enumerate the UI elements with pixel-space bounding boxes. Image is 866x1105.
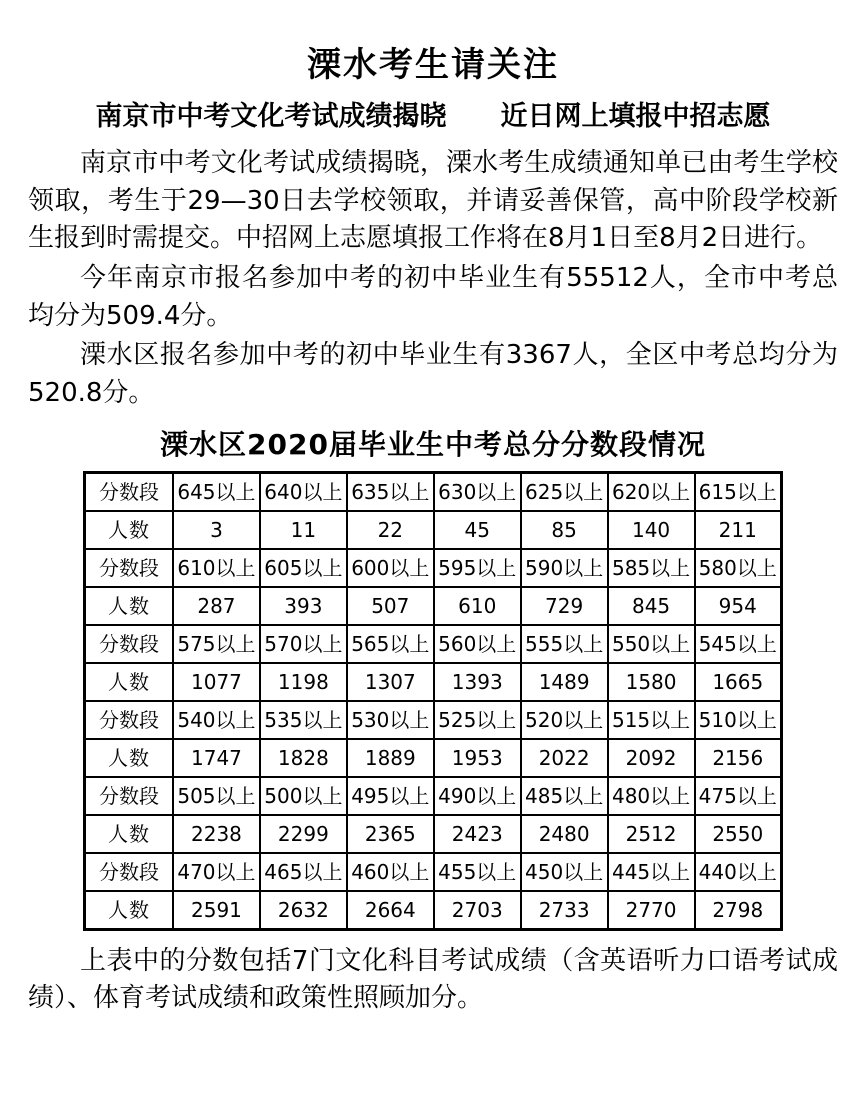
band-cell: 455以上 [434, 853, 521, 891]
band-cell: 560以上 [434, 625, 521, 663]
count-cell: 2550 [695, 815, 782, 853]
band-cell: 465以上 [260, 853, 347, 891]
count-cell: 2703 [434, 891, 521, 930]
row-label-count: 人数 [85, 587, 174, 625]
row-label-count: 人数 [85, 511, 174, 549]
band-cell: 510以上 [695, 701, 782, 739]
count-cell: 287 [173, 587, 260, 625]
count-cell: 2770 [608, 891, 695, 930]
body-paragraph-3: 溧水区报名参加中考的初中毕业生有3367人，全区中考总均分为520.8分。 [28, 340, 838, 409]
count-cell: 3 [173, 511, 260, 549]
table-row [85, 777, 782, 815]
count-cell: 610 [434, 587, 521, 625]
count-cell: 22 [347, 511, 434, 549]
body-paragraph-2: 今年南京市报名参加中考的初中毕业生有55512人，全市中考总均分为509.4分。 [28, 263, 838, 331]
band-cell: 570以上 [260, 625, 347, 663]
band-cell: 460以上 [347, 853, 434, 891]
count-cell: 845 [608, 587, 695, 625]
count-cell: 2664 [347, 891, 434, 930]
band-cell: 550以上 [608, 625, 695, 663]
band-cell: 610以上 [173, 549, 260, 587]
count-cell: 1393 [434, 663, 521, 701]
count-cell: 1307 [347, 663, 434, 701]
band-cell: 585以上 [608, 549, 695, 587]
count-cell: 2591 [173, 891, 260, 930]
band-cell: 600以上 [347, 549, 434, 587]
count-cell: 2156 [695, 739, 782, 777]
count-cell: 140 [608, 511, 695, 549]
count-cell: 1747 [173, 739, 260, 777]
row-label-count: 人数 [85, 891, 174, 930]
count-cell: 2092 [608, 739, 695, 777]
band-cell: 515以上 [608, 701, 695, 739]
band-cell: 635以上 [347, 472, 434, 511]
count-cell: 2022 [521, 739, 608, 777]
band-cell: 625以上 [521, 472, 608, 511]
count-cell: 2733 [521, 891, 608, 930]
table-row [85, 625, 782, 663]
count-cell: 1077 [173, 663, 260, 701]
row-label-band: 分数段 [85, 853, 174, 891]
count-cell: 393 [260, 587, 347, 625]
table-row [85, 891, 782, 930]
count-cell: 2798 [695, 891, 782, 930]
band-cell: 445以上 [608, 853, 695, 891]
band-cell: 450以上 [521, 853, 608, 891]
row-label-band: 分数段 [85, 472, 174, 511]
band-cell: 645以上 [173, 472, 260, 511]
count-cell: 1665 [695, 663, 782, 701]
score-distribution-table [83, 471, 783, 931]
band-cell: 545以上 [695, 625, 782, 663]
row-label-band: 分数段 [85, 701, 174, 739]
count-cell: 507 [347, 587, 434, 625]
band-cell: 490以上 [434, 777, 521, 815]
band-cell: 590以上 [521, 549, 608, 587]
band-cell: 475以上 [695, 777, 782, 815]
band-cell: 615以上 [695, 472, 782, 511]
count-cell: 2480 [521, 815, 608, 853]
count-cell: 2299 [260, 815, 347, 853]
band-cell: 535以上 [260, 701, 347, 739]
count-cell: 954 [695, 587, 782, 625]
count-cell: 85 [521, 511, 608, 549]
band-cell: 485以上 [521, 777, 608, 815]
count-cell: 1580 [608, 663, 695, 701]
band-cell: 575以上 [173, 625, 260, 663]
count-cell: 211 [695, 511, 782, 549]
body-paragraph-1: 南京市中考文化考试成绩揭晓，溧水考生成绩通知单已由考生学校领取，考生于29—30日去学校领取，并请妥善保管，高中阶段学校新生报到时需提交。中招网上志愿填报工作将在8月1日至8月2日进行。 [28, 147, 838, 254]
table-row [85, 853, 782, 891]
band-cell: 620以上 [608, 472, 695, 511]
row-label-band: 分数段 [85, 549, 174, 587]
row-label-count: 人数 [85, 663, 174, 701]
band-cell: 555以上 [521, 625, 608, 663]
count-cell: 2238 [173, 815, 260, 853]
row-label-band: 分数段 [85, 777, 174, 815]
table-row [85, 663, 782, 701]
band-cell: 605以上 [260, 549, 347, 587]
band-cell: 640以上 [260, 472, 347, 511]
count-cell: 1489 [521, 663, 608, 701]
band-cell: 470以上 [173, 853, 260, 891]
row-label-count: 人数 [85, 815, 174, 853]
count-cell: 2632 [260, 891, 347, 930]
count-cell: 2512 [608, 815, 695, 853]
page-title: 溧水考生请关注 [307, 45, 559, 85]
count-cell: 729 [521, 587, 608, 625]
band-cell: 540以上 [173, 701, 260, 739]
band-cell: 440以上 [695, 853, 782, 891]
band-cell: 525以上 [434, 701, 521, 739]
band-cell: 565以上 [347, 625, 434, 663]
band-cell: 595以上 [434, 549, 521, 587]
table-row [85, 472, 782, 511]
table-row [85, 739, 782, 777]
count-cell: 45 [434, 511, 521, 549]
count-cell: 1889 [347, 739, 434, 777]
table-row [85, 815, 782, 853]
footer-note: 上表中的分数包括7门文化科目考试成绩（含英语听力口语考试成绩）、体育考试成绩和政策性照顾加分。 [28, 945, 838, 1014]
row-label-band: 分数段 [85, 625, 174, 663]
table-row [85, 701, 782, 739]
count-cell: 11 [260, 511, 347, 549]
band-cell: 500以上 [260, 777, 347, 815]
count-cell: 1828 [260, 739, 347, 777]
count-cell: 1198 [260, 663, 347, 701]
table-row [85, 549, 782, 587]
band-cell: 530以上 [347, 701, 434, 739]
table-row [85, 587, 782, 625]
row-label-count: 人数 [85, 739, 174, 777]
band-cell: 505以上 [173, 777, 260, 815]
band-cell: 520以上 [521, 701, 608, 739]
band-cell: 580以上 [695, 549, 782, 587]
document-subtitle: 南京市中考文化考试成绩揭晓 近日网上填报中招志愿 [95, 100, 771, 132]
count-cell: 2423 [434, 815, 521, 853]
table-heading: 溧水区2020届毕业生中考总分分数段情况 [160, 427, 706, 461]
table-row [85, 511, 782, 549]
band-cell: 630以上 [434, 472, 521, 511]
count-cell: 2365 [347, 815, 434, 853]
count-cell: 1953 [434, 739, 521, 777]
band-cell: 480以上 [608, 777, 695, 815]
band-cell: 495以上 [347, 777, 434, 815]
